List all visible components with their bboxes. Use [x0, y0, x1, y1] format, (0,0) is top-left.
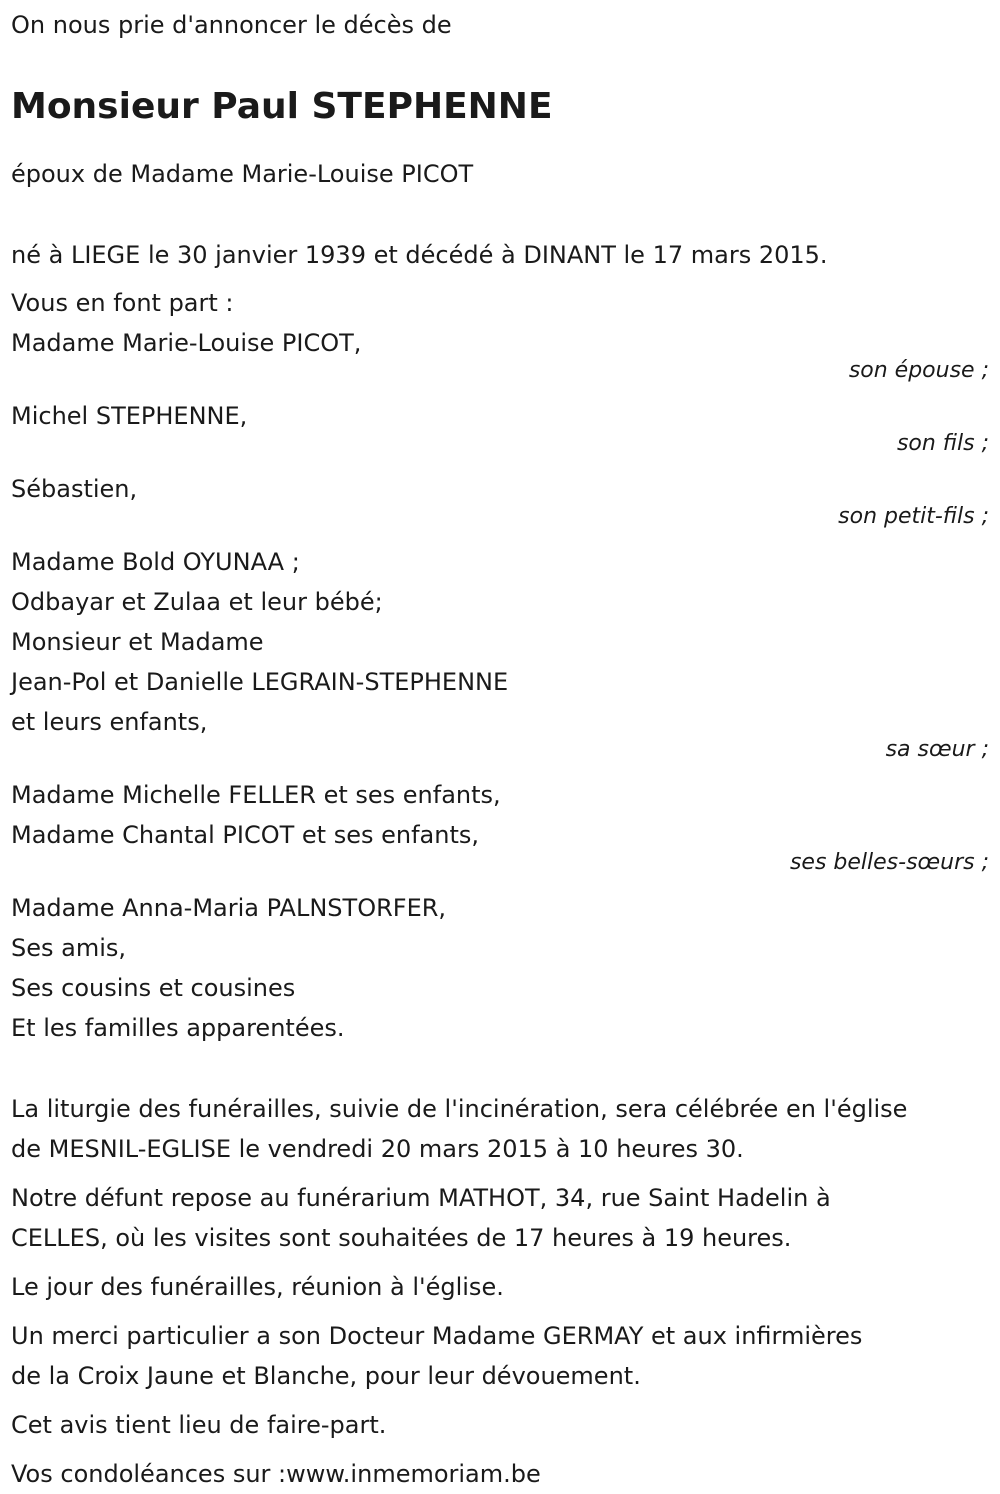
family-line: Ses amis, [11, 934, 127, 962]
family-group [11, 888, 991, 1048]
relationship-label: son fils ; [896, 431, 989, 456]
family-line: Et les familles apparentées. [11, 1014, 345, 1042]
notice-line: Cet avis tient lieu de faire-part. [11, 1411, 387, 1439]
liturgy-line: La liturgie des funérailles, suivie de l'incinération, sera célébrée en l'église [11, 1095, 908, 1123]
thanks-line: Un merci particulier a son Docteur Madame GERMAY et aux infirmières [11, 1322, 863, 1350]
family-line: Madame Michelle FELLER et ses enfants, [11, 781, 501, 809]
family-line: Ses cousins et cousines [11, 974, 296, 1002]
family-line: Odbayar et Zulaa et leur bébé; [11, 588, 383, 616]
meeting-line: Le jour des funérailles, réunion à l'église. [11, 1273, 504, 1301]
family-line: Jean-Pol et Danielle LEGRAIN-STEPHENNE [11, 668, 509, 696]
family-group [11, 469, 991, 529]
liturgy-line: de MESNIL-EGLISE le vendredi 20 mars 2015 à 10 heures 30. [11, 1135, 744, 1163]
family-line: Madame Anna-Maria PALNSTORFER, [11, 894, 447, 922]
relationship-label: sa sœur ; [885, 737, 989, 762]
relationship-label: son épouse ; [848, 358, 989, 383]
family-group [11, 775, 991, 875]
birth-death-line: né à LIEGE le 30 janvier 1939 et décédé à DINANT le 17 mars 2015. [11, 241, 828, 269]
intro-text: On nous prie d'annoncer le décès de [11, 11, 452, 39]
family-line: Madame Chantal PICOT et ses enfants, [11, 821, 480, 849]
family-line: Michel STEPHENNE, [11, 402, 248, 430]
repose-line: Notre défunt repose au funérarium MATHOT, 34, rue Saint Hadelin à [11, 1184, 831, 1212]
family-line: Madame Marie-Louise PICOT, [11, 329, 362, 357]
spouse-line: époux de Madame Marie-Louise PICOT [11, 160, 474, 188]
repose-line: CELLES, où les visites sont souhaitées de 17 heures à 19 heures. [11, 1224, 792, 1252]
funeral-details [11, 1089, 991, 1494]
relationship-label: son petit-fils ; [838, 504, 989, 529]
obituary-notice [11, 0, 991, 1494]
relationship-label: ses belles-sœurs ; [789, 850, 989, 875]
condolences-line: Vos condoléances sur :www.inmemoriam.be [11, 1460, 541, 1488]
family-group [11, 542, 991, 762]
deceased-name: Monsieur Paul STEPHENNE [11, 86, 553, 127]
family-line: Monsieur et Madame [11, 628, 264, 656]
family-group [11, 323, 991, 383]
family-line: Madame Bold OYUNAA ; [11, 548, 300, 576]
family-line: et leurs enfants, [11, 708, 208, 736]
family-heading: Vous en font part : [11, 289, 234, 317]
family-line: Sébastien, [11, 475, 138, 503]
family-group [11, 396, 991, 456]
thanks-line: de la Croix Jaune et Blanche, pour leur dévouement. [11, 1362, 641, 1390]
